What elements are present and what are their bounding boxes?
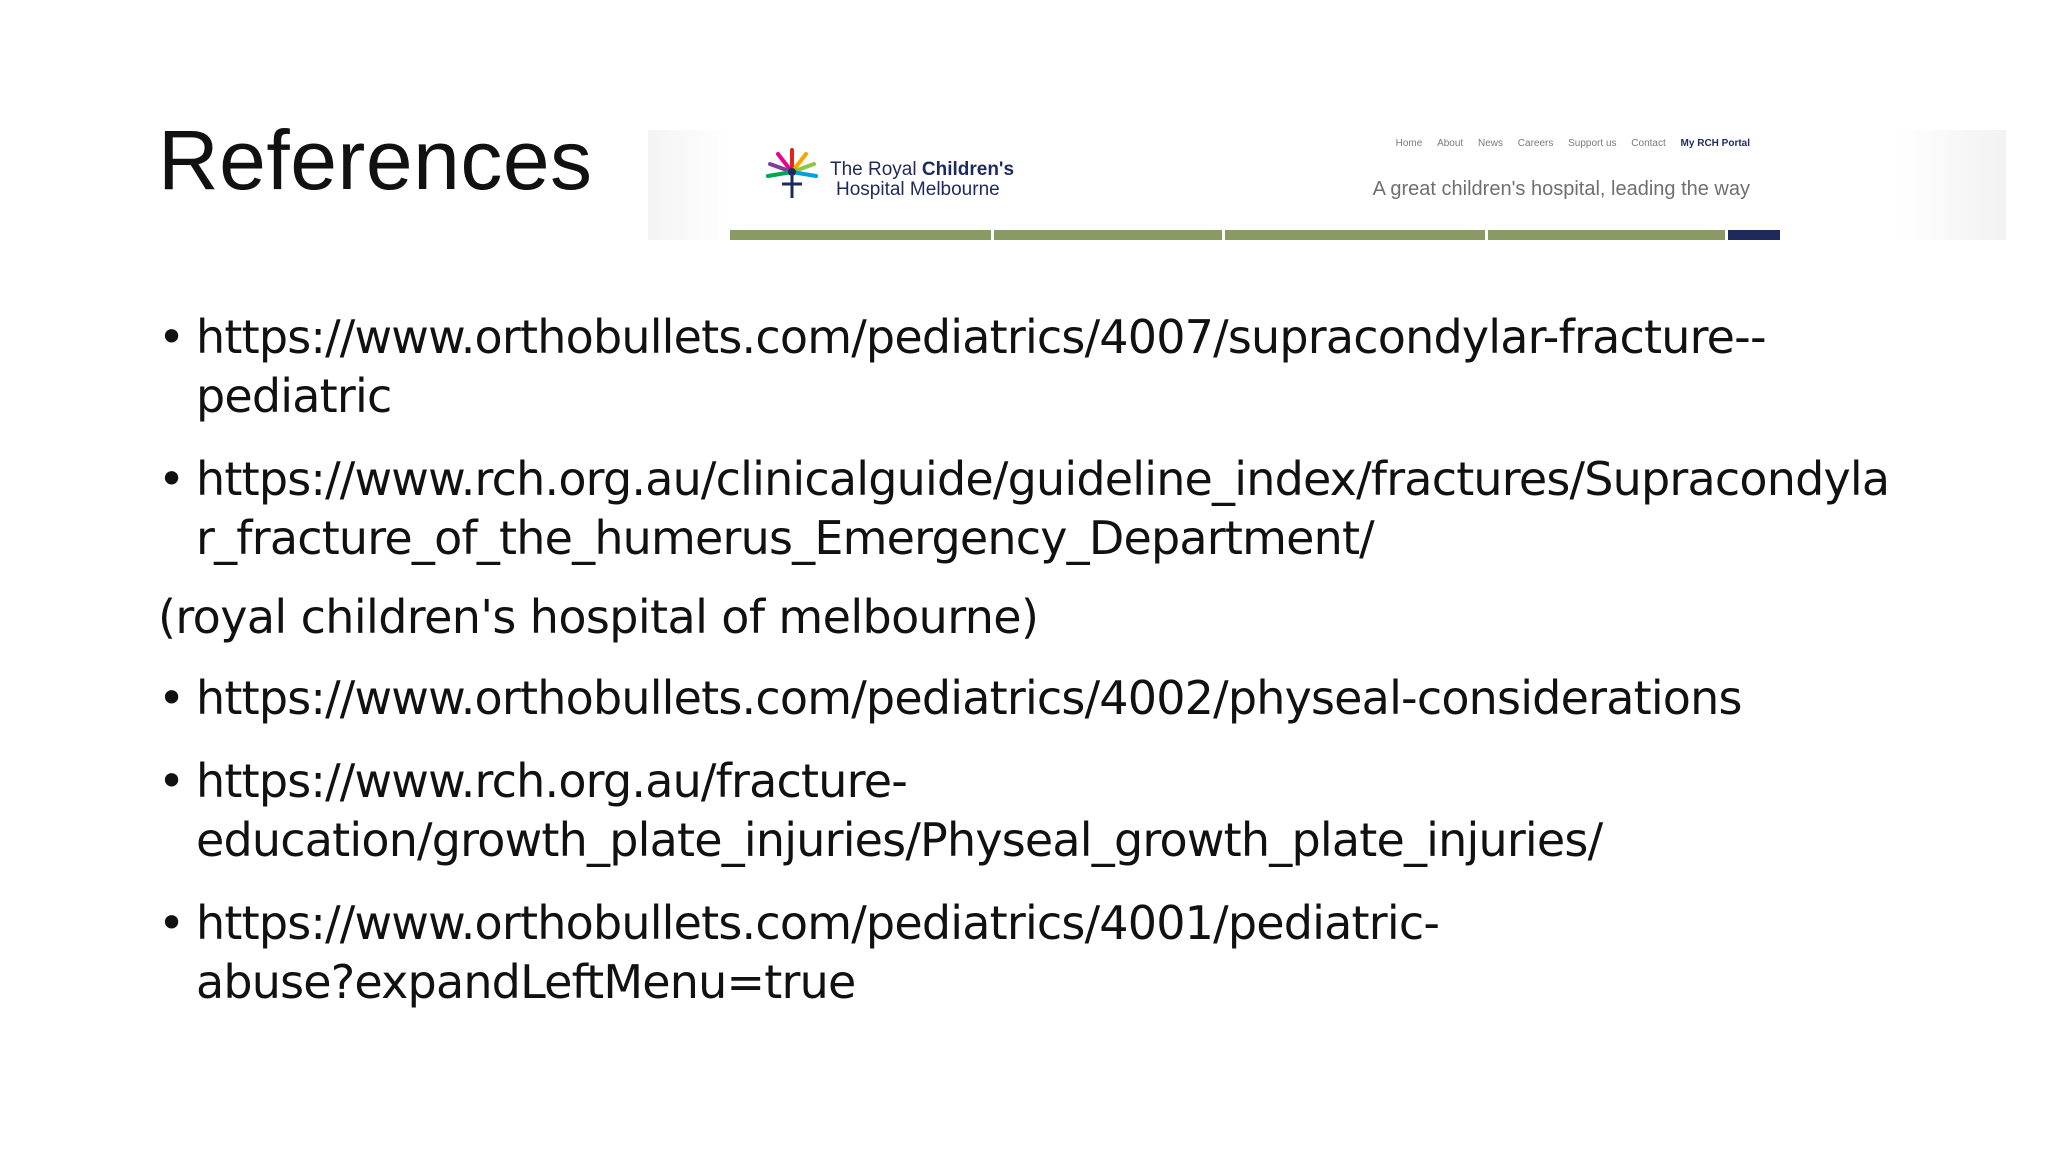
nav-bar-segment [1225,230,1488,240]
reference-line-2: education/growth_plate_injuries/Physeal_growth_plate_injuries/ [196,813,1603,867]
nav-about: About [1437,138,1464,149]
bullet: • [158,754,185,808]
nav-home: Home [1395,138,1423,149]
nav-bar-segment [1488,230,1728,240]
rch-logo-icon [760,142,824,206]
bullet: • [158,452,185,506]
reference-item[interactable] [158,669,1988,728]
reference-line-1: https://www.rch.org.au/clinicalguide/guideline_index/fractures/Supracondyla [196,452,1890,506]
nav-bar-segment [730,230,994,240]
nav-portal: My RCH Portal [1680,138,1750,149]
logo-line2: Hospital Melbourne [836,179,1000,200]
slide-title: References [158,113,593,207]
logo-name-bold: Children's [921,159,1015,180]
nav-bar-segment [994,230,1225,240]
banner-top-nav [1384,138,1750,149]
reference-line-2: r_fracture_of_the_humerus_Emergency_Department/ [196,511,1374,565]
rch-website-banner-image [648,130,2006,240]
rch-logo-wordmark [830,160,1014,200]
reference-line-1: https://www.orthobullets.com/pediatrics/4001/pediatric- [196,896,1440,950]
nav-news: News [1477,138,1503,149]
logo-name-regular: The Royal [830,159,922,180]
reference-line-1: https://www.orthobullets.com/pediatrics/4007/supracondylar-fracture-- [196,310,1766,364]
rch-banner [730,130,1780,240]
nav-careers: Careers [1517,138,1554,149]
banner-tagline: A great children's hospital, leading the way [1372,178,1750,200]
reference-note: (royal children's hospital of melbourne) [158,590,1039,644]
reference-line-2: abuse?expandLeftMenu=true [196,955,856,1009]
reference-item[interactable] [158,894,1988,1012]
nav-contact: Contact [1631,138,1666,149]
reference-line-1: https://www.orthobullets.com/pediatrics/4002/physeal-considerations [196,671,1742,725]
nav-support: Support us [1568,138,1617,149]
references-list [158,308,1988,1036]
reference-item[interactable] [158,450,1988,568]
banner-nav-bar [730,230,1780,240]
nav-bar-segment-dark [1728,230,1780,240]
reference-line-2: pediatric [196,369,392,423]
reference-item[interactable] [158,308,1988,426]
bullet: • [158,310,185,364]
reference-line-1: https://www.rch.org.au/fracture- [196,754,908,808]
bullet: • [158,896,185,950]
bullet: • [158,671,185,725]
reference-item[interactable] [158,752,1988,870]
